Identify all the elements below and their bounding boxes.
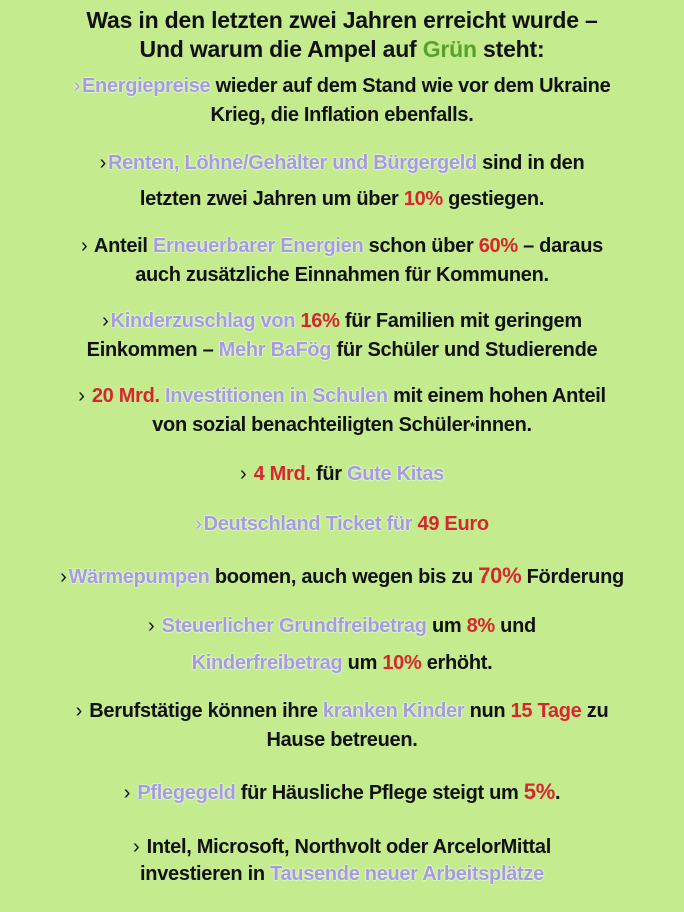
red-value: 10% <box>403 188 443 210</box>
highlight-text: Wärmepumpen <box>68 566 210 588</box>
item-text: für Häusliche Pflege steigt um <box>235 782 524 804</box>
item-text: investieren in <box>140 863 271 885</box>
item-heat-pumps <box>8 561 676 592</box>
highlight-text: Erneuerbarer Energien <box>152 235 364 257</box>
title-text-a: Und warum die Ampel auf <box>139 36 423 62</box>
highlight-text: Tausende neuer Arbeitsplätze <box>270 863 544 885</box>
bullet-arrow: › <box>75 700 82 722</box>
bullet-arrow: › <box>132 836 140 858</box>
item-text: schon über <box>363 235 479 257</box>
item-sick-children <box>8 697 676 755</box>
bullet-arrow: › <box>123 782 131 804</box>
bullet-arrow: › <box>99 152 106 174</box>
item-investments <box>8 834 676 888</box>
item-tax-allowance <box>8 612 676 678</box>
bullet-arrow: › <box>78 385 85 407</box>
title-green-word: Grün <box>422 36 477 62</box>
highlight-text: Pflegegeld <box>132 782 236 804</box>
red-value: 20 Mrd. <box>86 385 160 407</box>
item-text: von sozial benachteiligten Schüler <box>152 414 470 436</box>
highlight-text: Renten, Löhne/Gehälter und Bürgergeld <box>107 152 477 174</box>
red-value: 5% <box>523 779 555 804</box>
highlight-text: Mehr BaFög <box>218 339 332 361</box>
bullet-arrow: › <box>81 235 88 257</box>
highlight-text: Investitionen in Schulen <box>159 385 388 407</box>
item-text: – daraus <box>517 235 603 257</box>
red-value: 4 Mrd. <box>248 463 311 485</box>
item-text: wieder auf dem Stand wie vor dem Ukraine <box>210 75 611 97</box>
item-text: gestiegen. <box>442 188 545 210</box>
item-text: mit einem hohen Anteil <box>387 385 606 407</box>
item-text: Hause betreuen. <box>266 729 418 751</box>
item-kitas <box>8 460 676 489</box>
item-text: und <box>494 615 536 637</box>
bullet-arrow: › <box>102 310 109 332</box>
red-value: 8% <box>466 615 495 637</box>
item-text: für Familien mit geringem <box>339 310 582 332</box>
gender-star: * <box>469 419 475 434</box>
poster-title <box>8 6 676 64</box>
item-child-allowance <box>8 307 676 365</box>
item-text: Intel, Microsoft, Northvolt oder ArcelorMittal <box>141 836 551 858</box>
item-text: boomen, auch wegen bis zu <box>209 566 479 588</box>
red-value: 10% <box>382 652 422 674</box>
item-renewables <box>8 232 676 290</box>
item-text: Förderung <box>521 566 624 588</box>
title-line-1: Was in den letzten zwei Jahren erreicht wurde – <box>86 7 598 33</box>
item-pensions <box>8 149 676 214</box>
item-text: zu <box>581 700 609 722</box>
item-text: um <box>342 652 383 674</box>
title-text-c: steht: <box>476 36 545 62</box>
item-text: Berufstätige können ihre <box>84 700 323 722</box>
red-value: 49 Euro <box>417 513 489 535</box>
item-text: auch zusätzliche Einnahmen für Kommunen. <box>135 264 549 286</box>
red-value: 15 Tage <box>510 700 582 722</box>
highlight-text: kranken Kinder <box>322 700 465 722</box>
highlight-text: Deutschland Ticket für <box>203 513 418 535</box>
item-text: nun <box>464 700 511 722</box>
title-line-2 <box>8 35 676 64</box>
item-text: erhöht. <box>421 652 493 674</box>
bullet-arrow: › <box>60 566 67 588</box>
highlight-text: Energiepreise <box>81 75 211 97</box>
item-text: innen. <box>474 414 532 436</box>
highlight-text: Gute Kitas <box>346 463 445 485</box>
item-text: Einkommen – <box>86 339 219 361</box>
item-text: für <box>310 463 347 485</box>
item-text: um <box>426 615 467 637</box>
item-text: für Schüler und Studierende <box>331 339 598 361</box>
item-ticket <box>8 510 676 539</box>
item-text: . <box>554 782 561 804</box>
highlight-text: Kinderfreibetrag <box>191 652 343 674</box>
bullet-arrow: › <box>148 615 155 637</box>
item-text: letzten zwei Jahren um über <box>139 188 404 210</box>
highlight-text: Kinderzuschlag von <box>110 310 301 332</box>
red-value: 16% <box>300 310 340 332</box>
item-care-allowance <box>8 777 676 808</box>
bullet-arrow: › <box>239 463 247 485</box>
item-schools <box>8 382 676 441</box>
bullet-arrow: › <box>195 513 202 535</box>
item-energy-prices <box>8 72 676 130</box>
red-value: 70% <box>478 563 522 588</box>
item-text: Krieg, die Inflation ebenfalls. <box>210 104 474 126</box>
item-text: Anteil <box>89 235 153 257</box>
bullet-arrow: › <box>73 75 80 97</box>
red-value: 60% <box>478 235 518 257</box>
item-text: sind in den <box>476 152 585 174</box>
highlight-text: Steuerlicher Grundfreibetrag <box>156 615 427 637</box>
